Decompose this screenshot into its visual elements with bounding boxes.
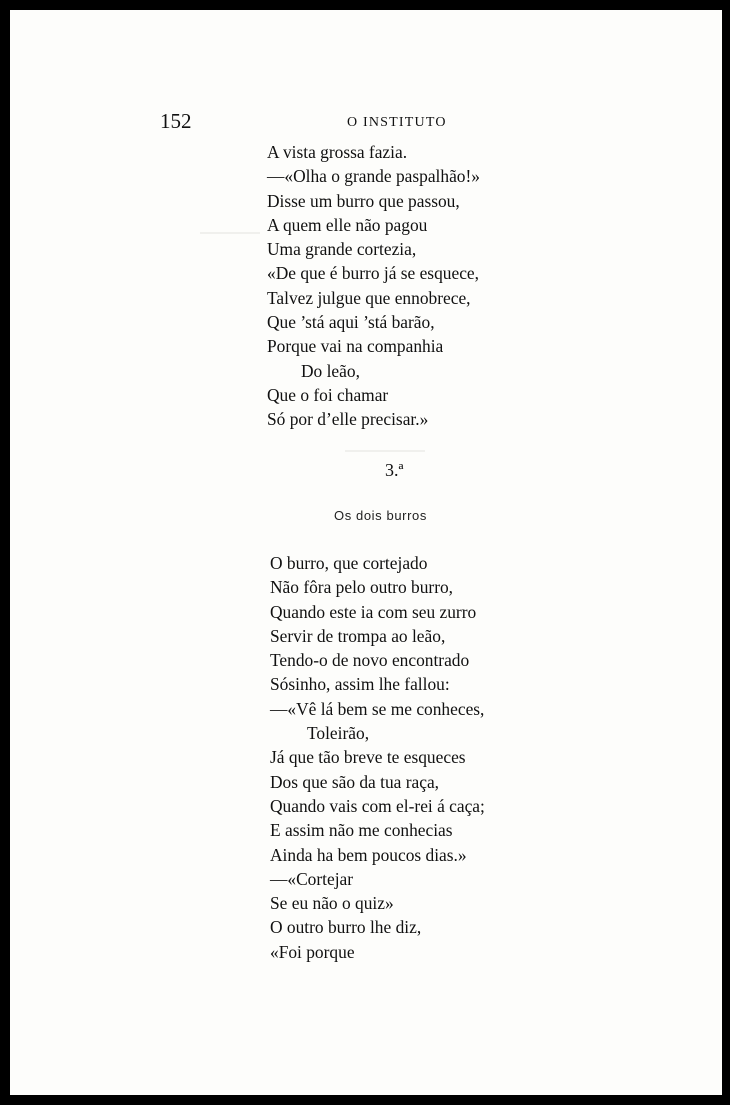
- poem-part-1: [267, 140, 480, 432]
- verse-line: «De que é burro já se esquece,: [267, 263, 479, 284]
- verse-line: Que ’stá aqui ’stá barão,: [267, 312, 435, 333]
- verse-line: Se eu não o quiz»: [270, 893, 394, 914]
- verse-line: —«Cortejar: [270, 868, 354, 889]
- section-number: 3.ª: [385, 460, 404, 480]
- verse-line: Disse um burro que passou,: [267, 190, 460, 211]
- verse-line: Dos que são da tua raça,: [270, 771, 440, 792]
- verse-line: «Foi porque: [270, 941, 355, 962]
- poem-part-2: [270, 551, 485, 964]
- verse-line: Toleirão,: [307, 723, 370, 744]
- verse-line: E assim não me conhecias: [270, 820, 453, 841]
- page-number: 152: [160, 109, 192, 133]
- verse-line: A quem elle não pagou: [267, 214, 428, 235]
- verse-line: Não fôra pelo outro burro,: [270, 577, 454, 598]
- verse-line: Que o foi chamar: [267, 384, 389, 405]
- verse-line: O outro burro lhe diz,: [270, 917, 422, 938]
- verse-line: Só por d’elle precisar.»: [267, 409, 429, 430]
- verse-line: Ainda ha bem poucos dias.»: [270, 844, 467, 865]
- verse-line: Tendo-o de novo encontrado: [270, 650, 470, 671]
- verse-line: Do leão,: [301, 360, 360, 381]
- verse-line: Já que tão breve te esqueces: [270, 747, 466, 768]
- show-through-mark: [200, 232, 260, 234]
- verse-line: —«Olha o grande paspalhão!»: [267, 166, 480, 187]
- book-page: [10, 10, 722, 1095]
- verse-line: Sósinho, assim lhe fallou:: [270, 674, 450, 695]
- verse-line: Quando vais com el-rei á caça;: [270, 795, 485, 816]
- verse-line: Servir de trompa ao leão,: [270, 625, 446, 646]
- running-title: O INSTITUTO: [347, 115, 447, 130]
- verse-line: Talvez julgue que ennobrece,: [267, 287, 471, 308]
- verse-line: O burro, que cortejado: [270, 553, 428, 573]
- verse-line: Porque vai na companhia: [267, 336, 444, 357]
- verse-line: —«Vê lá bem se me conheces,: [270, 698, 485, 719]
- verse-line: A vista grossa fazia.: [267, 142, 408, 162]
- section-title: Os dois burros: [334, 508, 427, 523]
- verse-line: Uma grande cortezia,: [267, 239, 417, 260]
- verse-line: Quando este ia com seu zurro: [270, 601, 477, 622]
- show-through-mark: [345, 450, 425, 452]
